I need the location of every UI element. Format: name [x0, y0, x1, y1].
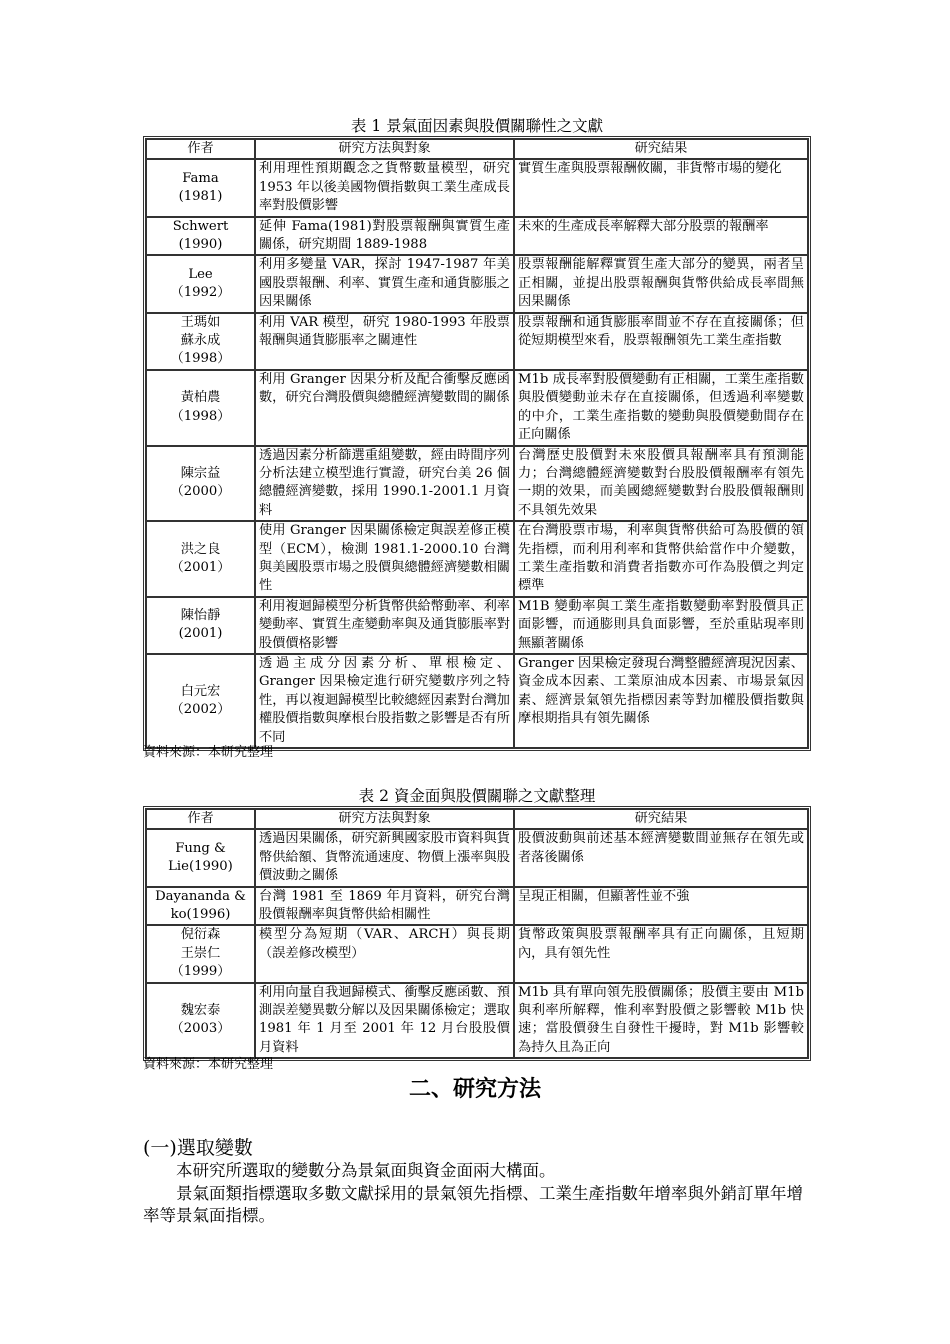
table1-header-method: 研究方法與對象 [255, 139, 514, 159]
table1-header-result: 研究結果 [514, 139, 808, 159]
table1-cell-author: 陳宗益 （2000） [146, 446, 255, 522]
table1-row [146, 597, 808, 654]
table1-caption: 表 1 景氣面因素與股價關聯性之文獻 [350, 117, 604, 135]
table1-cell-author: 白元宏 （2002） [146, 654, 255, 748]
table2-header-row [146, 809, 808, 829]
table2-cell-result: 呈現正相關，但顯著性並不強 [514, 887, 808, 926]
table1-cell-method: 使用 Granger 因果關係檢定與誤差修正模型（ECM），檢測 1981.1-2000.10 台灣與美國股票市場之股價與總體經濟變數相關性 [255, 521, 514, 597]
table1-cell-method: 利用多變量 VAR，探討 1947-1987 年美國股票報酬、利率、實質生產和通貨膨脹之因果關係 [255, 255, 514, 312]
table1-row [146, 255, 808, 312]
table1-row [146, 370, 808, 446]
table2-row [146, 829, 808, 886]
table1-header-author: 作者 [146, 139, 255, 159]
table1-cell-author: Fama (1981) [146, 159, 255, 216]
table2-row [146, 925, 808, 982]
table1-cell-method: 利用 Granger 因果分析及配合衝擊反應函數，研究台灣股價與總體經濟變數間的關係 [255, 370, 514, 446]
table1-cell-method: 透過主成分因素分析、單根檢定、Granger 因果檢定進行研究變數序列之特性，再以複迴歸模型比較總經因素對台灣加權股價指數與摩根台股指數之影響是否有所不同 [255, 654, 514, 748]
table1-cell-author: Schwert (1990) [146, 217, 255, 256]
table2-cell-author: 魏宏泰 （2003） [146, 983, 255, 1059]
table1-cell-author: 王瑪如 蘇永成 （1998） [146, 313, 255, 370]
table1-cell-method: 延伸 Fama(1981)對股票報酬與實質生產關係，研究期間 1889-1988 [255, 217, 514, 256]
table1-row [146, 654, 808, 748]
table1-cell-result: 股票報酬能解釋實質生產大部分的變異，兩者呈正相關，並提出股票報酬與貨幣供給成長率間無因果關係 [514, 255, 808, 312]
table2-cell-result: M1b 具有單向領先股價關係；股價主要由 M1b 與利率所解釋，惟利率對股價之影響較 M1b 快速；當股價發生自發性干擾時，對 M1b 影響較為持久且為正向 [514, 983, 808, 1059]
table1-header-row [146, 139, 808, 159]
section-heading: 二、研究方法 [408, 1076, 541, 1102]
table2-cell-result: 股價波動與前述基本經濟變數間並無存在領先或者落後關係 [514, 829, 808, 886]
table1-cell-author: 洪之良 （2001） [146, 521, 255, 597]
table1-cell-method: 利用理性預期觀念之貨幣數量模型，研究 1953 年以後美國物價指數與工業生產成長率對股價影響 [255, 159, 514, 216]
table2-row [146, 983, 808, 1059]
table1-row [146, 159, 808, 216]
table1-cell-result: M1b 成長率對股價變動有正相關，工業生產指數與股價變動並未存在直接關係，但透過利率變數的中介，工業生產指數的變動與股價變動間存在正向關係 [514, 370, 808, 446]
table1-row [146, 446, 808, 522]
table2-cell-method: 利用向量自我迴歸模式、衝擊反應函數、預測誤差變異數分解以及因果關係檢定；選取 1981 年 1 月至 2001 年 12 月台股股價月資料 [255, 983, 514, 1059]
table2-cell-method: 台灣 1981 至 1869 年月資料，研究台灣股價報酬率與貨幣供給相關性 [255, 887, 514, 926]
table1-cell-method: 利用複迴歸模型分析貨幣供給幣動率、利率變動率、實質生產變動率與及通貨膨脹率對股價價格影響 [255, 597, 514, 654]
table1-row [146, 313, 808, 370]
table1-cell-result: 實質生產與股票報酬攸關，非貨幣市場的變化 [514, 159, 808, 216]
table1-cell-author: Lee （1992） [146, 255, 255, 312]
table1-cell-result: Granger 因果檢定發現台灣整體經濟現況因素、資金成本因素、工業原油成本因素、市場景氣因素、經濟景氣領先指標因素等對加權股價指數與摩根期指具有領先關係 [514, 654, 808, 748]
table2-cell-method: 透過因果關係，研究新興國家股市資料與貨幣供給額、貨幣流通速度、物價上漲率與股價波動之關係 [255, 829, 514, 886]
table1-cell-method: 透過因素分析篩選重組變數，經由時間序列分析法建立模型進行實證，研究台美 26 個總體經濟變數，採用 1990.1-2001.1 月資料 [255, 446, 514, 522]
table2-header-author: 作者 [146, 809, 255, 829]
table2 [143, 806, 811, 1061]
table1-source: 資料來源：本研究整理 [143, 745, 274, 760]
paragraph-1: 本研究所選取的變數分為景氣面與資金面兩大構面。 [176, 1161, 556, 1180]
table2-cell-method: 模型分為短期（VAR、ARCH）與長期（誤差修改模型） [255, 925, 514, 982]
table2-cell-author: 倪衍森 王崇仁 （1999） [146, 925, 255, 982]
table2-header-result: 研究結果 [514, 809, 808, 829]
table1 [143, 136, 811, 751]
paragraph-2: 景氣面類指標選取多數文獻採用的景氣領先指標、工業生產指數年增率與外銷訂單年增率等景氣面指標。 [143, 1184, 803, 1225]
table1-cell-result: 未來的生產成長率解釋大部分股票的報酬率 [514, 217, 808, 256]
table2-cell-author: Fung & Lie(1990) [146, 829, 255, 886]
table2-source: 資料來源：本研究整理 [143, 1057, 274, 1072]
table2-caption: 表 2 資金面與股價關聯之文獻整理 [358, 787, 596, 805]
table1-cell-result: 台灣歷史股價對未來股價具報酬率具有預測能力；台灣總體經濟變數對台股股價報酬率有領先一期的效果，而美國總經變數對台股股價報酬則不具領先效果 [514, 446, 808, 522]
table1-cell-method: 利用 VAR 模型，研究 1980-1993 年股票報酬與通貨膨脹率之關連性 [255, 313, 514, 370]
table1-cell-result: 在台灣股票市場，利率與貨幣供給可為股價的領先指標，而利用利率和貨幣供給當作中介變數，工業生產指數和消費者指數亦可作為股價之判定標準 [514, 521, 808, 597]
table1-cell-result: M1B 變動率與工業生產指數變動率對股價具正面影響，而通膨則具負面影響，至於重貼現率則無顯著關係 [514, 597, 808, 654]
table2-cell-author: Dayananda & ko(1996) [146, 887, 255, 926]
table1-cell-author: 黃柏農 （1998） [146, 370, 255, 446]
table2-row [146, 887, 808, 926]
table2-cell-result: 貨幣政策與股票報酬率具有正向關係，且短期內，具有領先性 [514, 925, 808, 982]
table1-cell-result: 股票報酬和通貨膨脹率間並不存在直接關係；但從短期模型來看，股票報酬領先工業生產指數 [514, 313, 808, 370]
table2-header-method: 研究方法與對象 [255, 809, 514, 829]
table1-row [146, 521, 808, 597]
table1-row [146, 217, 808, 256]
table1-cell-author: 陳怡靜 (2001) [146, 597, 255, 654]
section-subheading: (一)選取變數 [143, 1137, 253, 1159]
